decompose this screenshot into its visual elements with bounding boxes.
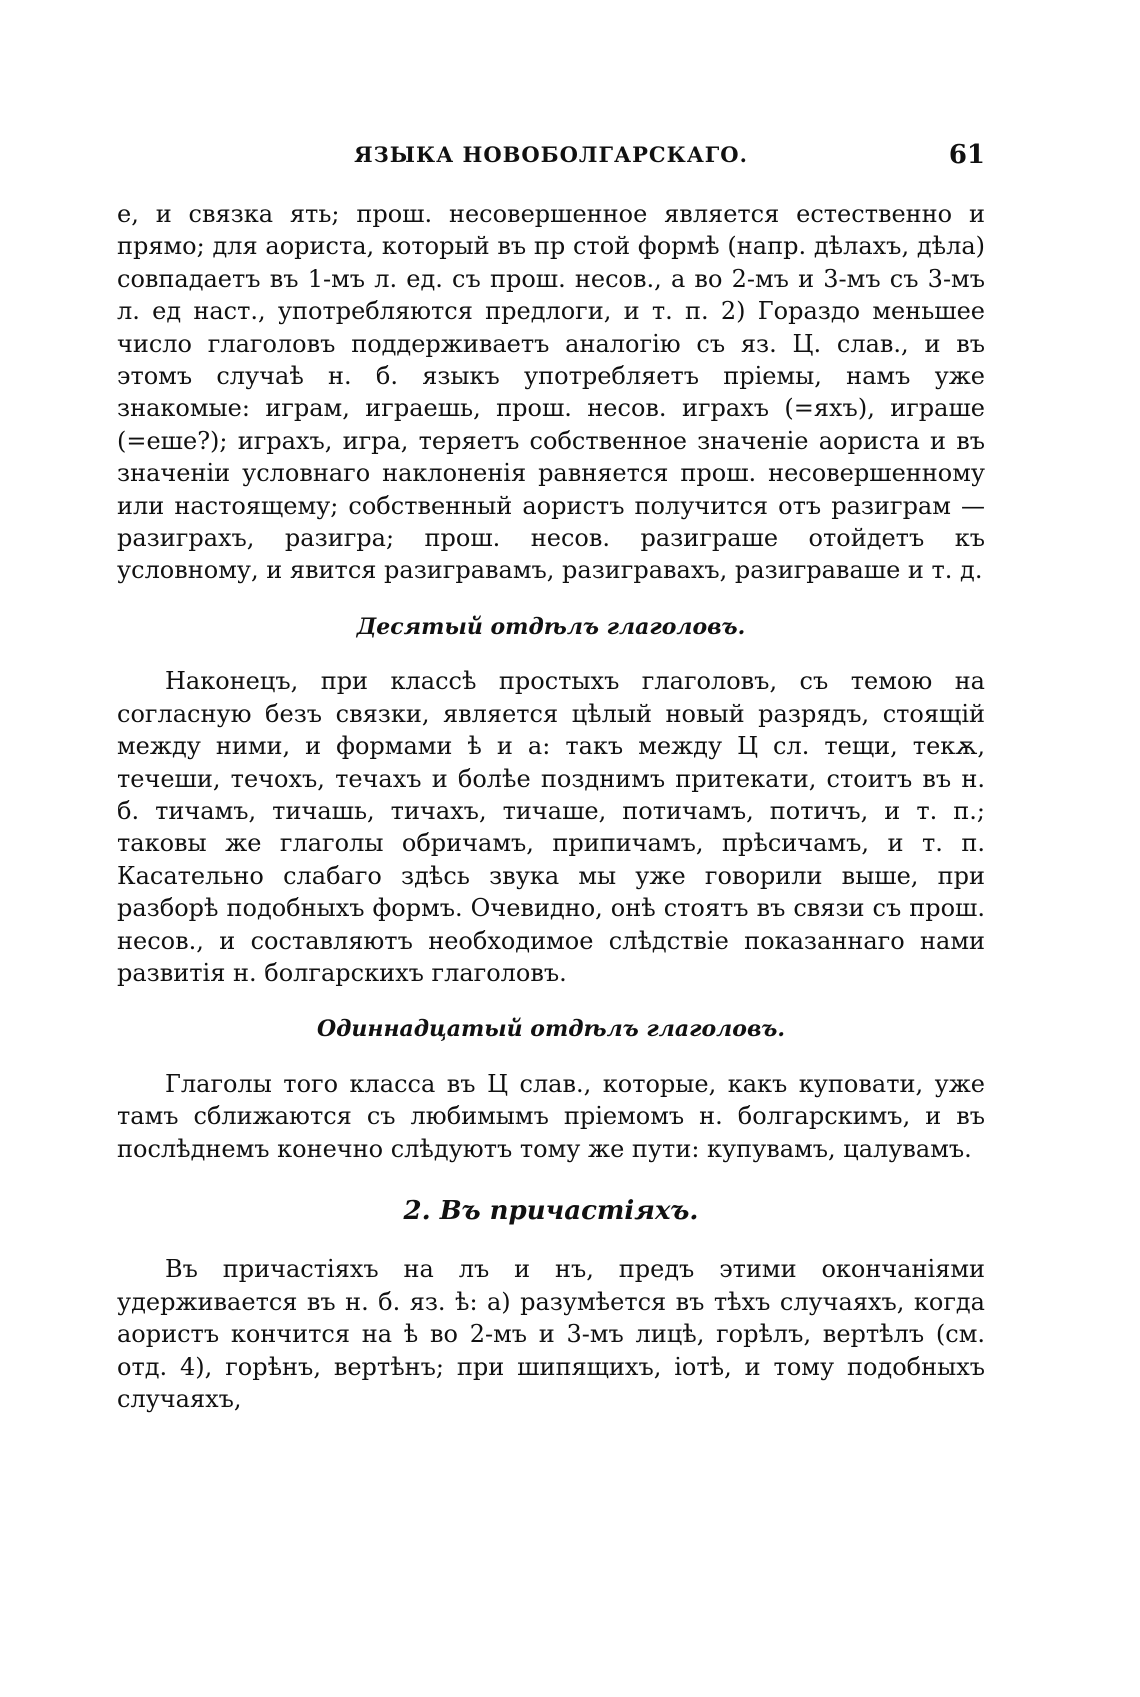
paragraph-continuation: е, и связка ять; прош. несовершенное является естественно и прямо; для аориста, который въ пр стой формѣ (напр. дѣлахъ, дѣла) совпадаетъ въ 1-мъ л. ед. съ прош. несов., а во 2-мъ и 3-мъ съ 3-мъ л. ед наст., употребляются предлоги, и т. п. 2) Гораздо меньшее число глаголовъ поддерживаетъ аналогію съ яз. Ц. слав., и въ этомъ случаѣ н. б. языкъ употребляетъ пріемы, намъ уже знакомые: играм, играешь, прош. несов. играхъ (=яхъ), играше (=еше?); играхъ, игра, теряетъ собственное значеніе аориста и въ значеніи условнаго наклоненія равняется прош. несовершенному или настоящему; собственный аористъ получится отъ разиграм — разиграхъ, разигра; прош. несов. разиграше отойдетъ къ условному, и явится разигравамъ, разигравахъ, разиграваше и т. д. [117,200,985,585]
paragraph-tenth-section: Наконецъ, при классѣ простыхъ глаголовъ, съ темою на согласную безъ связки, является цѣлый новый разрядъ, стоящій между ними, и формами ѣ и а: такъ между Ц сл. тещи, текѫ, течеши, течохъ, течахъ и болѣе позднимъ притекати, стоитъ въ н. б. тичамъ, тичашь, тичахъ, тичаше, потичамъ, потичъ, и т. п.; таковы же глаголы обричамъ, припичамъ, прѣсичамъ, и т. п. Касательно слабаго здѣсь звука мы уже говорили выше, при разборѣ подобныхъ формъ. Очевидно, онѣ стоятъ въ связи съ прош. несов., и составляютъ необходимое слѣдствіе показаннаго нами развитія н. болгарскихъ глаголовъ. [117,667,985,987]
page-number: 61 [948,140,985,170]
subheading-eleventh-section: Одиннадцатый отдѣлъ глаголовъ. [316,1016,786,1043]
paragraph-participles: Въ причастіяхъ на лъ и нъ, предъ этими окончаніями удерживается въ н. б. яз. ѣ: а) разумѣется въ тѣхъ случаяхъ, когда аористъ кончится на ѣ во 2-мъ и 3-мъ лицѣ, горѣлъ, вертѣлъ (см. отд. 4), горѣнъ, вертѣнъ; при шипящихъ, іотѣ, и тому подобныхъ случаяхъ, [117,1255,985,1413]
subheading-tenth-section: Десятый отдѣлъ глаголовъ. [356,613,746,640]
paragraph-eleventh-section: Глаголы того класса въ Ц слав., которые, какъ куповати, уже тамъ сближаются съ любимымъ пріемомъ н. болгарскимъ, и въ послѣднемъ конечно слѣдуютъ тому же пути: купувамъ, цалувамъ. [117,1069,985,1163]
running-head [117,142,985,172]
section-heading-participles: 2. Въ причастіяхъ. [403,1195,699,1226]
running-title: ЯЗЫКА НОВОБОЛГАРСКАГО. [354,142,748,167]
page-body [117,198,985,1415]
